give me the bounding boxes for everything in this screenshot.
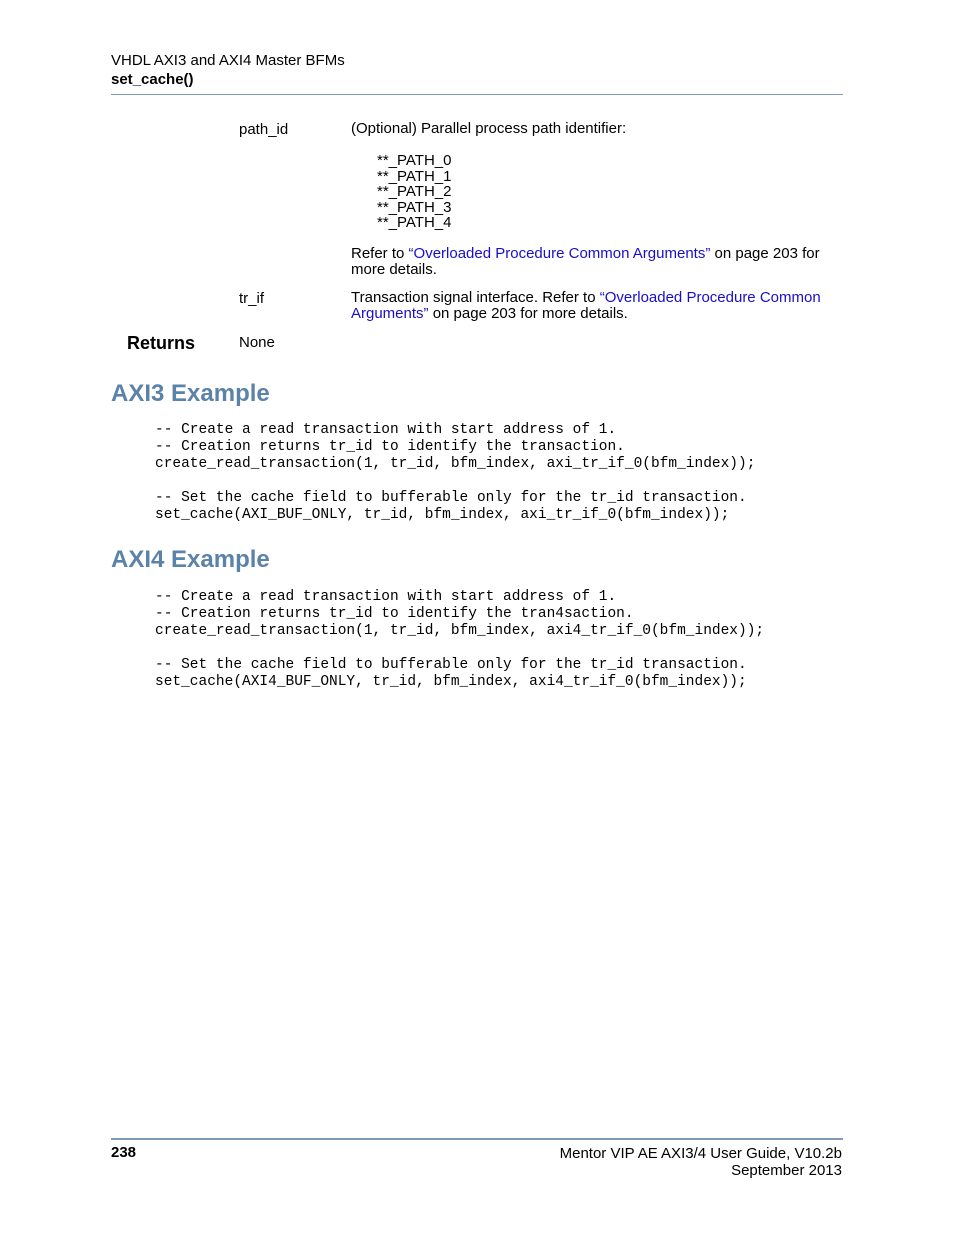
running-header-title: VHDL AXI3 and AXI4 Master BFMs — [111, 52, 345, 69]
axi3-code-block: -- Create a read transaction with start address of 1. -- Creation returns tr_id to identify the transaction. create_read_transaction(1, tr_id, bfm_index, axi_tr_if_0(bfm_index)); -- Set the cache field to bufferable only for the tr_id transaction. set_cache(AXI_BUF_ONLY, tr_id, bfm_index, axi_tr_if_0(bfm_index)); — [155, 422, 756, 523]
path-item: **_PATH_3 — [377, 198, 452, 216]
overloaded-args-link[interactable]: “Overloaded Procedure Common Arguments” — [351, 289, 821, 322]
arg-name-path-id: path_id — [239, 121, 289, 138]
refer-suffix: on page 203 for more details. — [351, 245, 820, 278]
returns-label: Returns — [127, 333, 196, 353]
header-rule — [111, 94, 843, 95]
arg-refer-path-id — [351, 246, 846, 278]
axi4-code-block: -- Create a read transaction with start address of 1. -- Creation returns tr_id to identify the tran4saction. create_read_transaction(1, tr_id, bfm_index, axi4_tr_if_0(bfm_index)); -- Set the cache field to bufferable only for the tr_id transaction. set_cache(AXI4_BUF_ONLY, tr_id, bfm_index, axi4_tr_if_0(bfm_index)); — [155, 589, 765, 690]
path-item: **_PATH_2 — [377, 183, 452, 200]
overloaded-args-link[interactable]: “Overloaded Procedure Common Arguments” — [408, 245, 711, 262]
footer-info — [560, 1145, 842, 1179]
path-list — [377, 153, 451, 231]
returns-value: None — [239, 334, 275, 351]
running-header-section: set_cache() — [111, 71, 194, 88]
desc-prefix: Transaction signal interface. Refer to — [351, 289, 600, 306]
path-item: **_PATH_1 — [377, 167, 452, 185]
arg-name-tr-if: tr_if — [239, 290, 265, 307]
axi3-example-heading: AXI3 Example — [111, 380, 270, 407]
axi4-example-heading: AXI4 Example — [111, 546, 270, 573]
arg-desc-tr-if — [351, 290, 846, 322]
page-number: 238 — [111, 1144, 137, 1161]
refer-prefix: Refer to — [351, 245, 409, 262]
refer-suffix: on page 203 for more details. — [428, 305, 628, 322]
path-item: **_PATH_4 — [377, 214, 452, 231]
guide-title: Mentor VIP AE AXI3/4 User Guide, V10.2b — [559, 1145, 842, 1162]
footer-rule — [111, 1138, 843, 1140]
path-item: **_PATH_0 — [377, 152, 452, 169]
arg-desc-path-id: (Optional) Parallel process path identifier: — [351, 120, 627, 137]
publication-date: September 2013 — [731, 1162, 842, 1179]
